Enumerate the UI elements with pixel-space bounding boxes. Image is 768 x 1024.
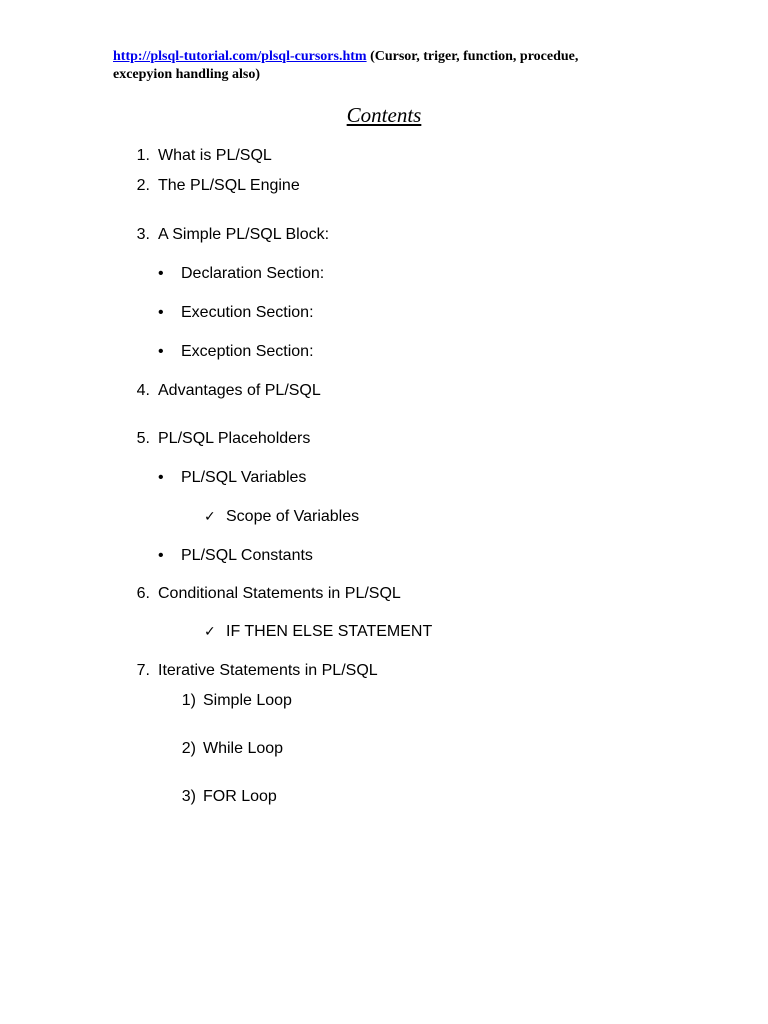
toc-subitem-label: Exception Section: xyxy=(181,343,314,360)
toc-subitem-label: Execution Section: xyxy=(181,304,314,321)
toc-item-label: What is PL/SQL xyxy=(158,147,272,164)
source-link[interactable]: http://plsql-tutorial.com/plsql-cursors.htm xyxy=(113,49,367,64)
toc-subitem-label: FOR Loop xyxy=(203,788,277,805)
toc-item-label: Conditional Statements in PL/SQL xyxy=(158,585,401,602)
bullet-icon: • xyxy=(158,469,164,486)
toc-item-label: A Simple PL/SQL Block: xyxy=(158,226,330,243)
toc-item-number: 3. xyxy=(136,226,150,243)
toc-subitem-label: While Loop xyxy=(203,740,284,757)
toc-item-number: 6. xyxy=(136,585,150,602)
toc-subitem-number: 1) xyxy=(181,692,196,709)
toc-subitem-label: PL/SQL Constants xyxy=(181,547,313,564)
toc-item-number: 1. xyxy=(136,147,150,164)
toc-subitem-number: 3) xyxy=(181,788,196,805)
toc-subitem-label: Simple Loop xyxy=(203,692,292,709)
toc-item-label: Advantages of PL/SQL xyxy=(158,382,321,399)
toc-subitem-number: 2) xyxy=(181,740,196,757)
bullet-icon: • xyxy=(158,547,164,564)
source-note-text: (Cursor, triger, function, procedue, xyxy=(370,49,579,64)
source-note-line-1 xyxy=(113,48,733,65)
source-note-line-2: excepyion handling also) xyxy=(113,67,261,82)
toc-item-number: 2. xyxy=(136,177,150,194)
toc-item-label: The PL/SQL Engine xyxy=(158,177,300,194)
page-title: Contents xyxy=(346,103,422,127)
toc-item-number: 5. xyxy=(136,430,150,447)
checkmark-icon: ✓ xyxy=(204,509,216,525)
toc-item-label: Iterative Statements in PL/SQL xyxy=(158,662,378,679)
bullet-icon: • xyxy=(158,343,164,360)
bullet-icon: • xyxy=(158,304,164,321)
bullet-icon: • xyxy=(158,265,164,282)
toc-subitem-label: PL/SQL Variables xyxy=(181,469,307,486)
toc-item-label: PL/SQL Placeholders xyxy=(158,430,311,447)
toc-item-number: 4. xyxy=(136,382,150,399)
toc-item-number: 7. xyxy=(136,662,150,679)
checkmark-icon: ✓ xyxy=(204,624,216,640)
toc-subitem-label: Declaration Section: xyxy=(181,265,325,282)
toc-subitem-label: IF THEN ELSE STATEMENT xyxy=(226,623,433,640)
toc-subitem-label: Scope of Variables xyxy=(226,508,360,525)
